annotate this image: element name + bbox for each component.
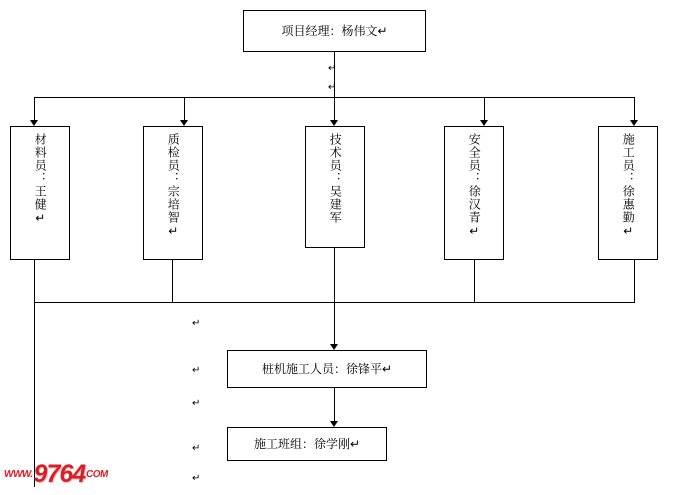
connector-construct-down (634, 260, 635, 302)
connector-drop-construct (634, 97, 635, 122)
node-pile-machine-crew (227, 350, 427, 388)
watermark-number: 9764 (33, 459, 86, 488)
node-construction-officer (598, 126, 658, 260)
node-work-team (227, 427, 387, 461)
node-label: 质检员：宗培智↵ (166, 133, 181, 239)
pilcrow-mark: ↵ (328, 82, 337, 93)
connector-drop-safety (484, 97, 485, 122)
pilcrow-mark: ↵ (192, 318, 201, 329)
connector-drop-quality (184, 97, 185, 122)
pilcrow-mark: ↵ (192, 473, 201, 484)
node-label: 项目经理：杨伟文↵ (281, 23, 388, 38)
node-label: 安全员：徐汉青↵ (467, 133, 482, 239)
node-technician (305, 126, 365, 248)
node-label: 技术员：吴建军 (328, 133, 343, 224)
node-material-clerk (10, 126, 70, 260)
connector-to-work-team (334, 388, 335, 423)
node-label: 施工员：徐惠勤↵ (621, 133, 636, 239)
connector-drop-technic (334, 97, 335, 122)
node-safety-officer (444, 126, 504, 260)
node-project-manager (243, 10, 426, 52)
connector-technic-down (334, 248, 335, 302)
pilcrow-mark: ↵ (192, 443, 201, 454)
node-label: 施工班组：徐学刚↵ (253, 436, 361, 451)
site-watermark (4, 461, 108, 487)
pilcrow-mark: ↵ (192, 365, 201, 376)
connector-material-down (34, 260, 35, 302)
connector-quality-down (172, 260, 173, 302)
node-quality-inspector (143, 126, 203, 260)
node-label: 材料员：王健↵ (33, 133, 48, 226)
watermark-suffix: COM (85, 468, 109, 480)
connector-to-pile-crew (334, 302, 335, 346)
connector-safety-down (474, 260, 475, 302)
pilcrow-mark: ↵ (328, 63, 337, 74)
node-label: 桩机施工人员：徐锋平↵ (261, 361, 393, 376)
pilcrow-mark: ↵ (192, 398, 201, 409)
connector-drop-material (34, 97, 35, 122)
watermark-prefix: WWW. (3, 468, 34, 480)
